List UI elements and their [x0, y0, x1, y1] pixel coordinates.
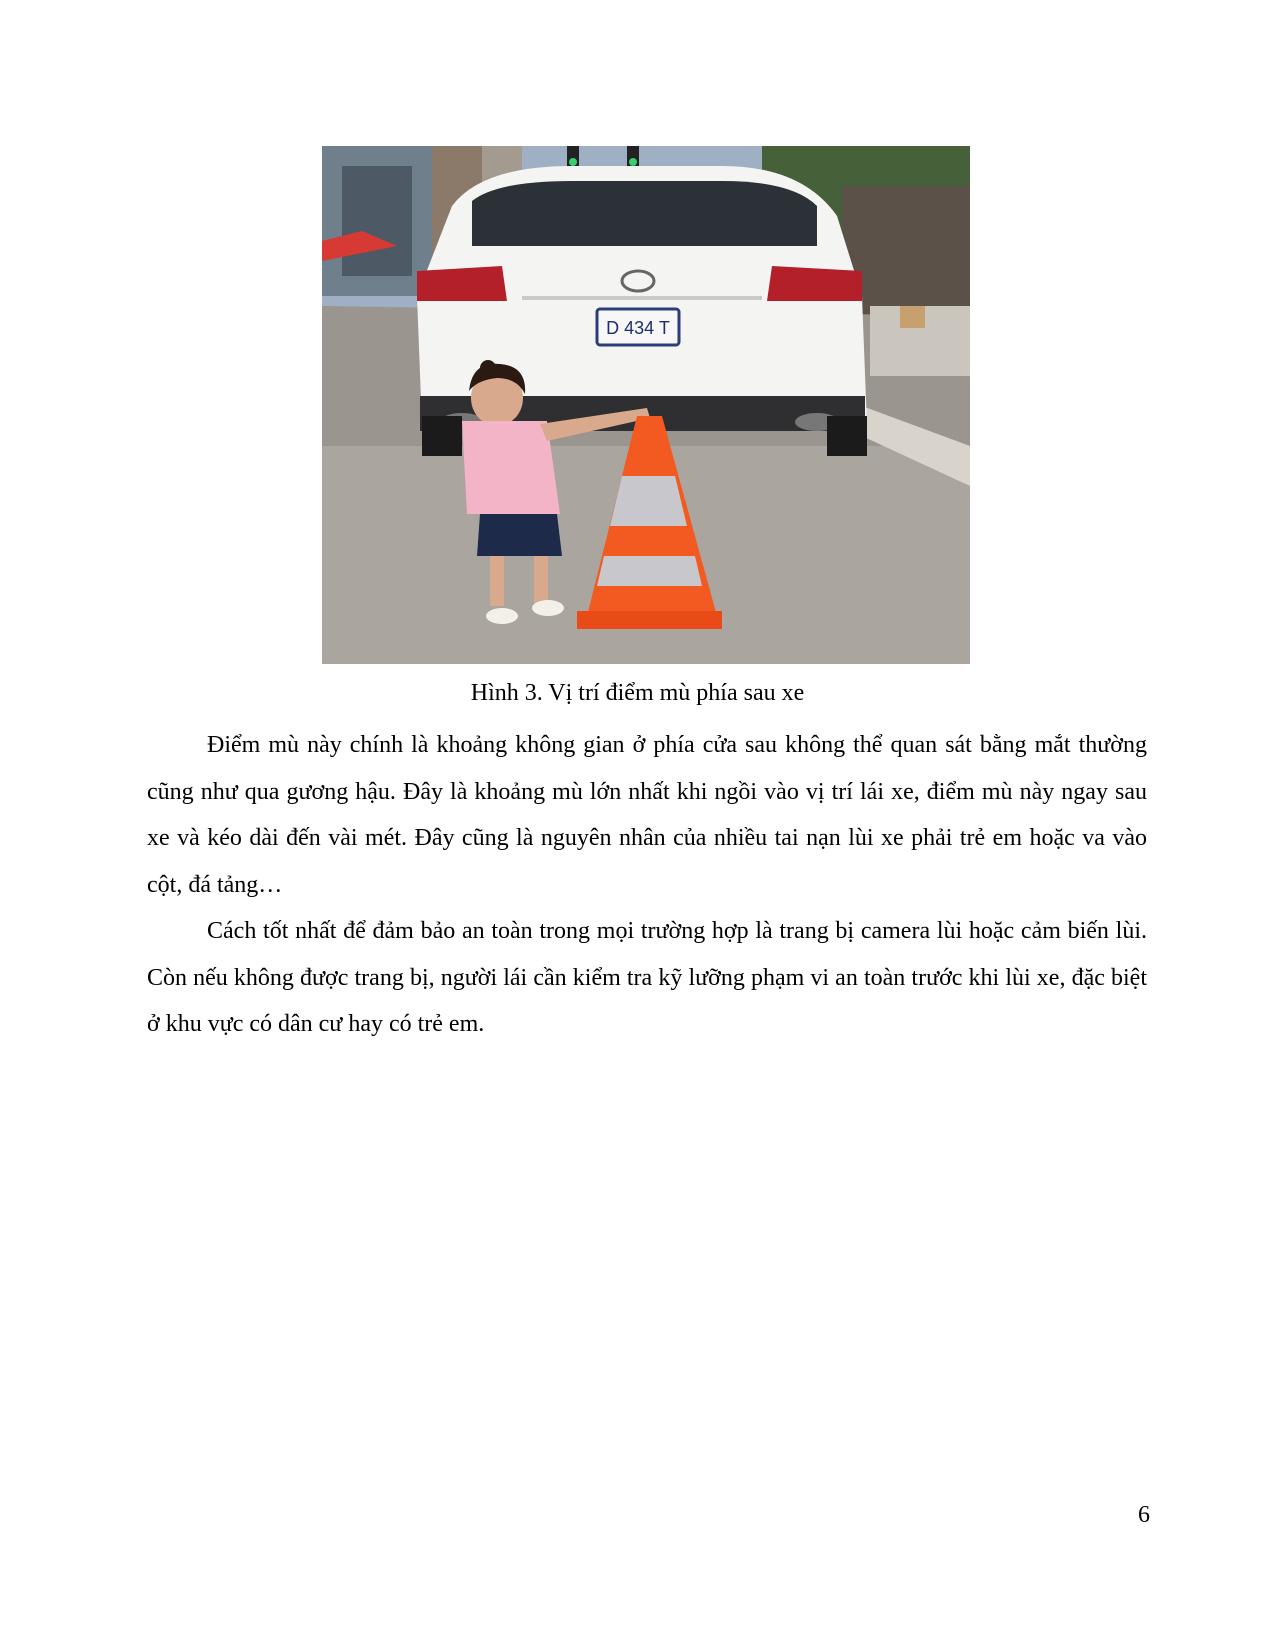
figure-caption: Hình 3. Vị trí điểm mù phía sau xe: [470, 680, 805, 706]
license-plate-text: D 434 T: [606, 318, 670, 338]
rear-blind-spot-photo: [322, 146, 970, 664]
body-text: [147, 722, 1147, 1048]
paragraph: Điểm mù này chính là khoảng không gian ở phía cửa sau không thể quan sát bằng mắt thường cũng như qua gương hậu. Đây là khoảng mù lớn nhất khi ngồi vào vị trí lái xe, điểm mù này ngay sau xe và kéo dài đến vài mét. Đây cũng là nguyên nhân của nhiều tai nạn lùi xe phải trẻ em hoặc va vào cột, đá tảng…: [147, 732, 1147, 898]
figure-photo: [322, 146, 970, 664]
page-number: 6: [1138, 1502, 1150, 1528]
paragraph: Cách tốt nhất để đảm bảo an toàn trong mọi trường hợp là trang bị camera lùi hoặc cảm biến lùi. Còn nếu không được trang bị, người lái cần kiểm tra kỹ lưỡng phạm vi an toàn trước khi lùi xe, đặc biệt ở khu vực có dân cư hay có trẻ em.: [147, 918, 1147, 1037]
